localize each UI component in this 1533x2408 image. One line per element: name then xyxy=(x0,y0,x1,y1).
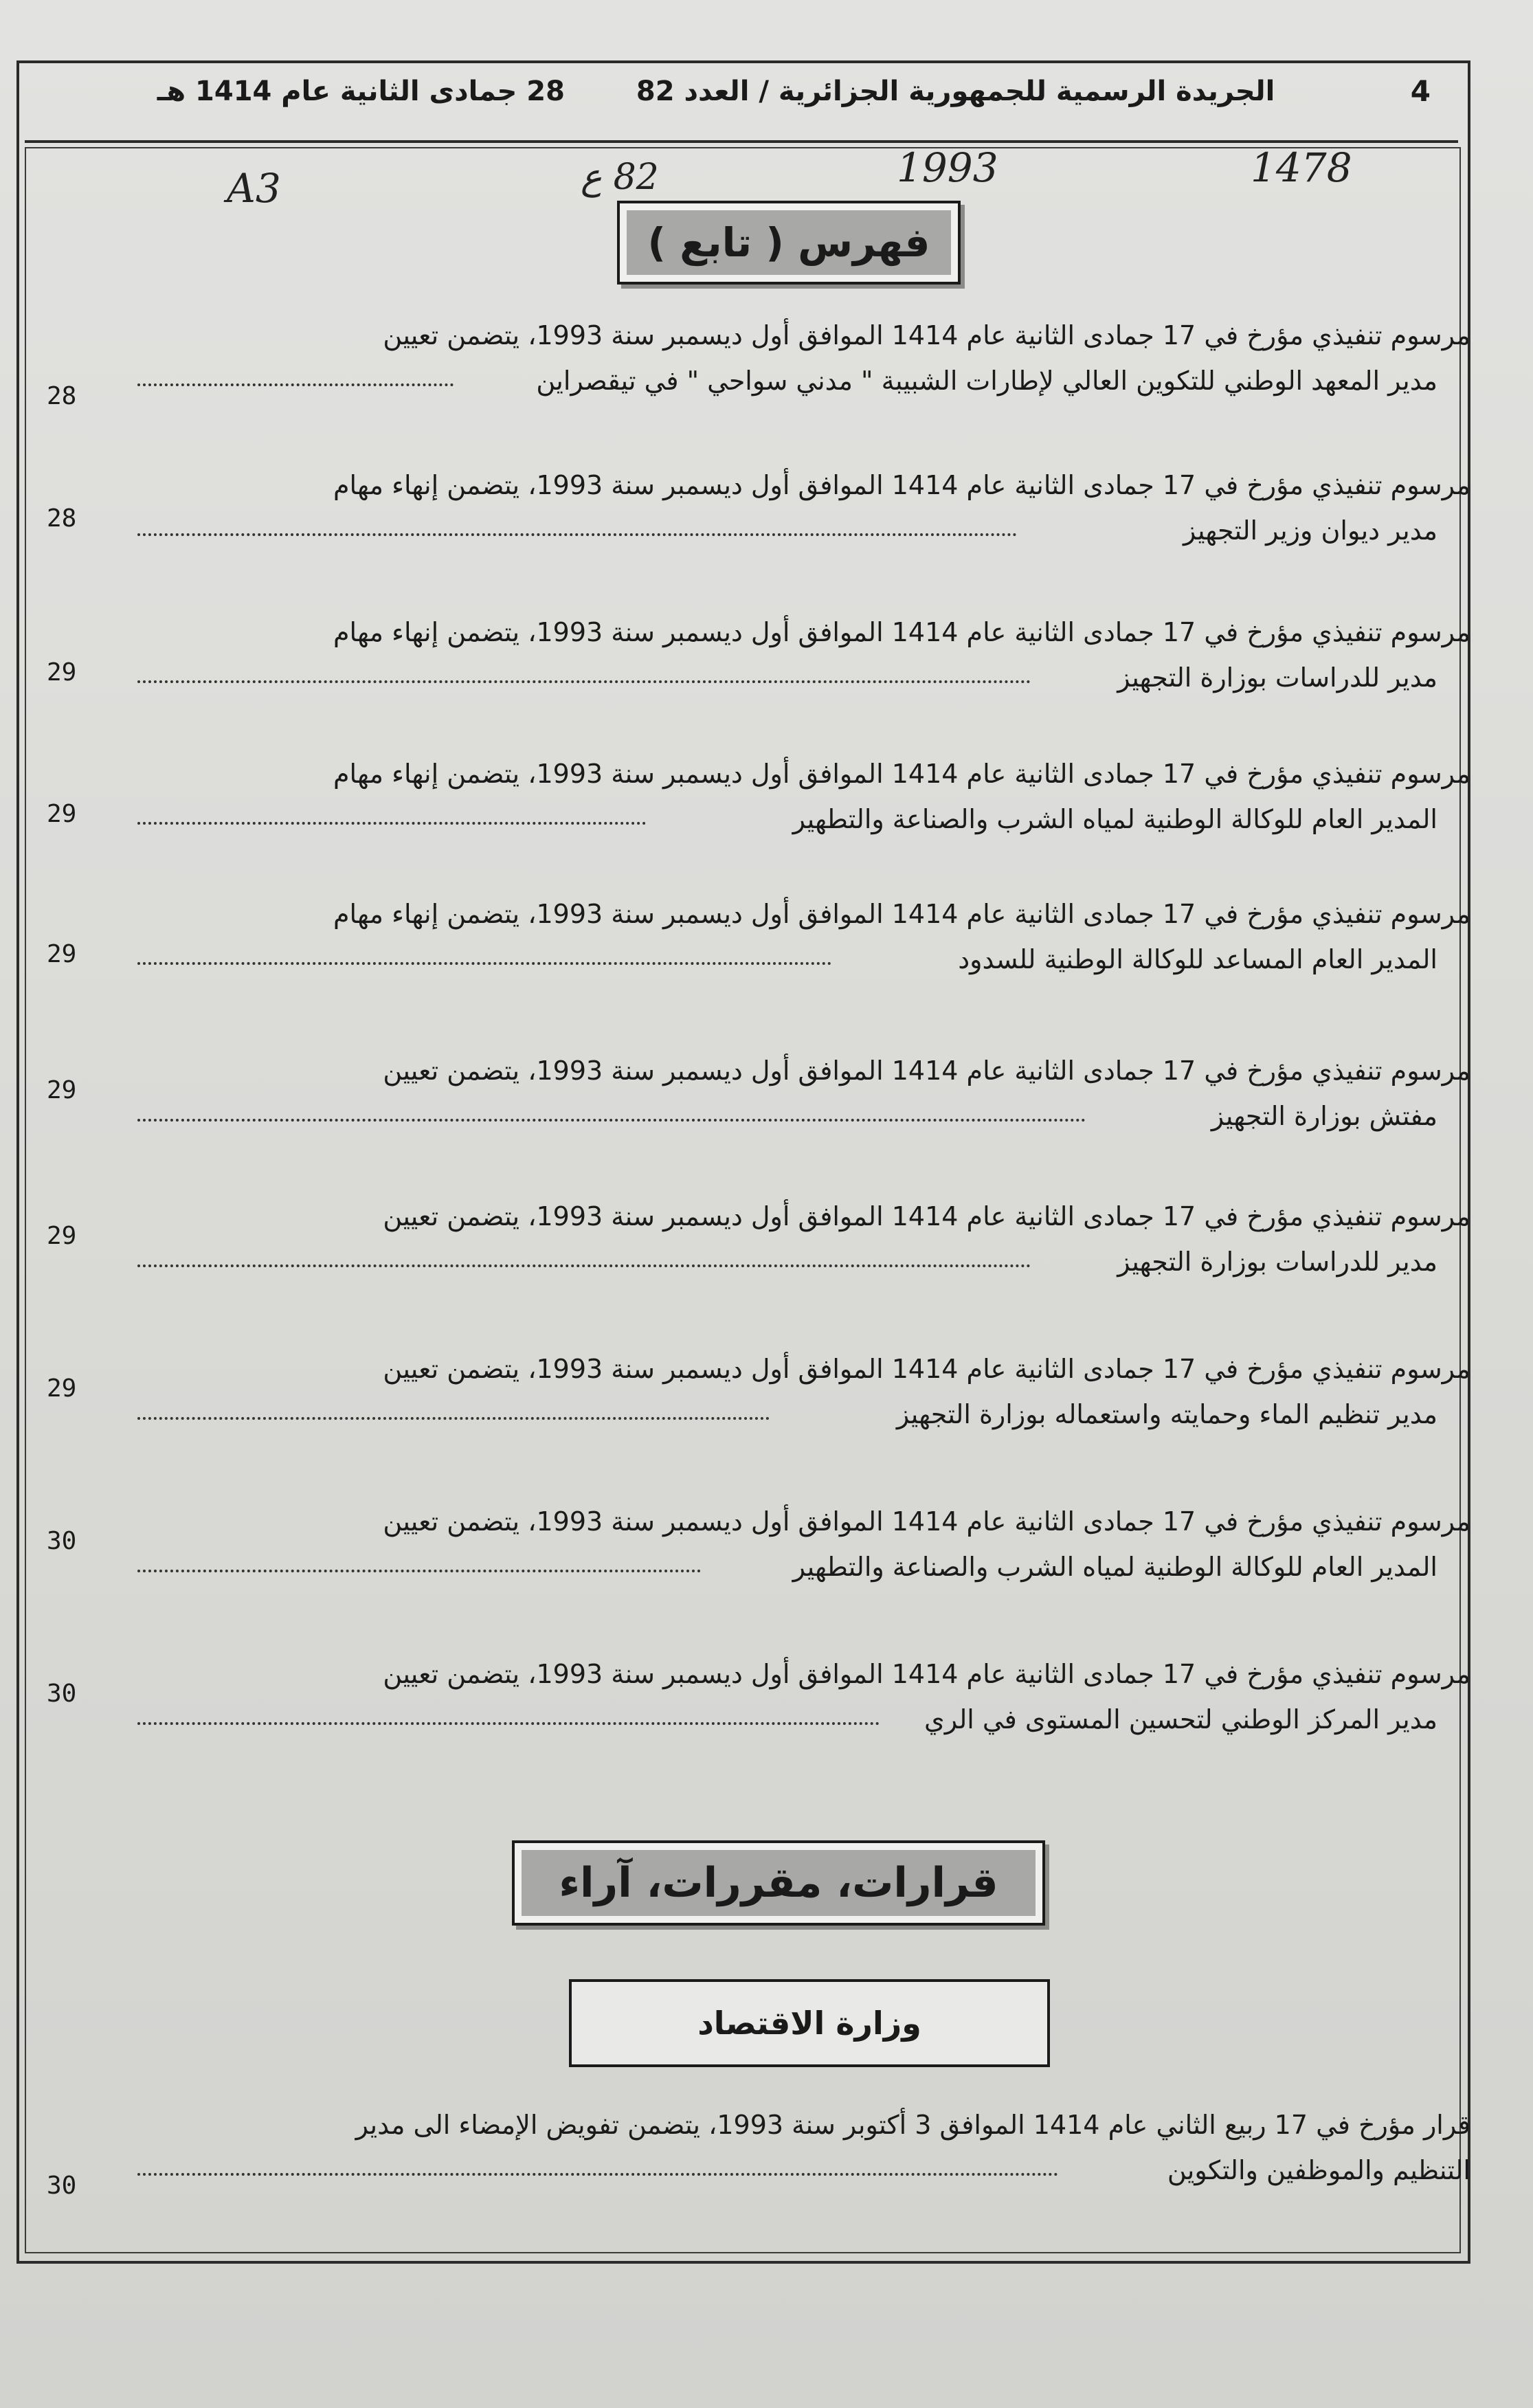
decision-page-number: 30 xyxy=(47,2172,77,2200)
entry-line2: المدير العام المساعد للوكالة الوطنية للسدود xyxy=(958,944,1437,974)
ministry-title: وزارة الاقتصاد xyxy=(569,1979,1050,2067)
entry-page-number: 29 xyxy=(47,658,77,687)
entry-page-number: 30 xyxy=(47,1527,77,1555)
entry-page-number: 29 xyxy=(47,1076,77,1104)
leader-dots xyxy=(137,1722,880,1725)
entry-line1: مرسوم تنفيذي مؤرخ في 17 جمادى الثانية عام 1414 الموافق أول ديسمبر سنة 1993، يتضمن تعيين xyxy=(383,1201,1470,1231)
index-entry xyxy=(41,1502,1470,1605)
leader-dots xyxy=(137,1119,1086,1122)
leader-dots xyxy=(137,680,1031,683)
entry-line1: مرسوم تنفيذي مؤرخ في 17 جمادى الثانية عام 1414 الموافق أول ديسمبر سنة 1993، يتضمن إنهاء مهام xyxy=(333,759,1470,789)
entry-page-number: 29 xyxy=(47,1222,77,1250)
index-entry xyxy=(41,1051,1470,1155)
entry-line2: مدير للدراسات بوزارة التجهيز xyxy=(1117,662,1437,693)
entry-line1: مرسوم تنفيذي مؤرخ في 17 جمادى الثانية عام 1414 الموافق أول ديسمبر سنة 1993، يتضمن تعيين xyxy=(383,1056,1470,1086)
handwritten-a3: A3 xyxy=(227,165,281,212)
entry-page-number: 29 xyxy=(47,940,77,968)
entry-line1: مرسوم تنفيذي مؤرخ في 17 جمادى الثانية عام 1414 الموافق أول ديسمبر سنة 1993، يتضمن تعيين xyxy=(383,320,1470,350)
entry-line1: مرسوم تنفيذي مؤرخ في 17 جمادى الثانية عام 1414 الموافق أول ديسمبر سنة 1993، يتضمن إنهاء مهام xyxy=(333,617,1470,647)
index-entry xyxy=(41,316,1470,419)
section-title-box xyxy=(512,1840,1045,1926)
entry-line1: مرسوم تنفيذي مؤرخ في 17 جمادى الثانية عام 1414 الموافق أول ديسمبر سنة 1993، يتضمن تعيين xyxy=(383,1354,1470,1384)
leader-dots xyxy=(137,533,1017,536)
page-number: 4 xyxy=(1410,74,1431,108)
handwritten-number: 1478 xyxy=(1251,144,1352,191)
entry-page-number: 30 xyxy=(47,1680,77,1708)
entry-line1: مرسوم تنفيذي مؤرخ في 17 جمادى الثانية عام 1414 الموافق أول ديسمبر سنة 1993، يتضمن تعيين xyxy=(383,1506,1470,1537)
section-title: قرارات، مقررات، آراء xyxy=(522,1850,1036,1916)
index-title-box xyxy=(617,201,961,285)
entry-line2: مفتش بوزارة التجهيز xyxy=(1211,1101,1437,1131)
index-entry xyxy=(41,1350,1470,1453)
leader-dots xyxy=(137,383,454,386)
index-entry xyxy=(41,1655,1470,1758)
header-date: 28 جمادى الثانية عام 1414 هـ xyxy=(157,76,565,107)
entry-line2: مدير المركز الوطني لتحسين المستوى في الري xyxy=(924,1704,1437,1735)
entry-line2: المدير العام للوكالة الوطنية لمياه الشرب والصناعة والتطهير xyxy=(792,804,1437,834)
index-entry xyxy=(41,755,1470,858)
entry-line2: المدير العام للوكالة الوطنية لمياه الشرب والصناعة والتطهير xyxy=(792,1552,1437,1582)
header-title: الجريدة الرسمية للجمهورية الجزائرية / العدد 82 xyxy=(636,76,1275,107)
page-header xyxy=(25,69,1458,143)
handwritten-year: 1993 xyxy=(897,144,998,191)
entry-line1: مرسوم تنفيذي مؤرخ في 17 جمادى الثانية عام 1414 الموافق أول ديسمبر سنة 1993، يتضمن تعيين xyxy=(383,1659,1470,1689)
entry-line1: مرسوم تنفيذي مؤرخ في 17 جمادى الثانية عام 1414 الموافق أول ديسمبر سنة 1993، يتضمن إنهاء مهام xyxy=(333,470,1470,500)
entry-page-number: 29 xyxy=(47,1374,77,1403)
entry-page-number: 29 xyxy=(47,800,77,828)
leader-dots xyxy=(137,962,831,965)
decision-line1: قرار مؤرخ في 17 ربيع الثاني عام 1414 الموافق 3 أكتوبر سنة 1993، يتضمن تفويض الإمضاء الى مدير xyxy=(355,2110,1470,2140)
entry-page-number: 28 xyxy=(47,382,77,410)
handwritten-issue: 82 ع xyxy=(581,157,659,198)
index-entry xyxy=(41,613,1470,716)
leader-dots xyxy=(137,2173,1058,2176)
leader-dots xyxy=(137,1570,701,1572)
entry-line2: مدير للدراسات بوزارة التجهيز xyxy=(1117,1247,1437,1277)
entry-line2: مدير تنظيم الماء وحمايته واستعماله بوزارة التجهيز xyxy=(896,1399,1437,1429)
entry-line2: مدير المعهد الوطني للتكوين العالي لإطارات الشبيبة " مدني سواحي " في تيقصراين xyxy=(536,366,1437,396)
header-text xyxy=(132,76,1300,107)
index-title: فهرس ( تابع ) xyxy=(627,210,951,275)
leader-dots xyxy=(137,822,646,825)
entry-line1: مرسوم تنفيذي مؤرخ في 17 جمادى الثانية عام 1414 الموافق أول ديسمبر سنة 1993، يتضمن إنهاء مهام xyxy=(333,899,1470,929)
index-entry xyxy=(41,895,1470,998)
decision-entry xyxy=(41,2106,1470,2209)
index-entry xyxy=(41,1197,1470,1300)
leader-dots xyxy=(137,1264,1031,1267)
leader-dots xyxy=(137,1417,770,1420)
index-entry xyxy=(41,466,1470,569)
decision-line2: التنظيم والموظفين والتكوين xyxy=(1167,2155,1470,2185)
entry-line2: مدير ديوان وزير التجهيز xyxy=(1183,515,1437,546)
entry-page-number: 28 xyxy=(47,504,77,533)
